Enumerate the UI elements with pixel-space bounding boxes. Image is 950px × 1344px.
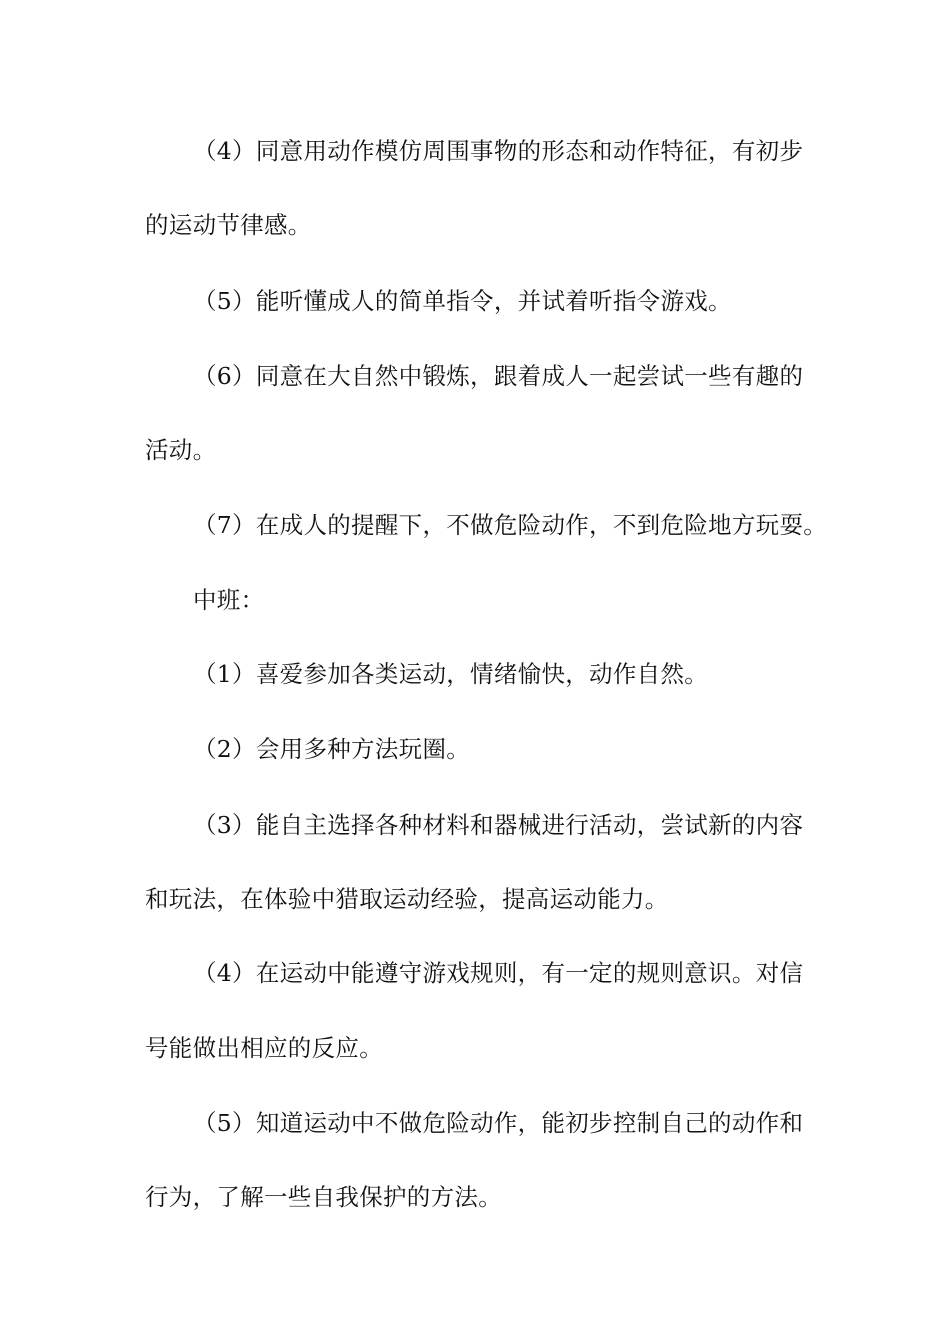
paragraph-line: （3）能自主选择各种材料和器械进行活动，尝试新的内容 [193, 811, 804, 839]
paragraph-line: 号能做出相应的反应。 [145, 1034, 383, 1062]
paragraph-line: （1）喜爱参加各类运动，情绪愉快，动作自然。 [193, 660, 709, 688]
paragraph-line: （4）同意用动作模仿周围事物的形态和动作特征，有初步 [193, 137, 804, 165]
section-heading: 中班： [193, 586, 265, 614]
paragraph-line: （5）能听懂成人的简单指令，并试着听指令游戏。 [193, 287, 732, 315]
paragraph-line: （4）在运动中能遵守游戏规则，有一定的规则意识。对信 [193, 959, 804, 987]
paragraph-line: 活动。 [145, 436, 217, 464]
paragraph-line: （2）会用多种方法玩圈。 [193, 735, 471, 763]
paragraph-line: （7）在成人的提醒下，不做危险动作，不到危险地方玩耍。 [193, 511, 828, 539]
paragraph-line: （5）知道运动中不做危险动作，能初步控制自己的动作和 [193, 1109, 804, 1137]
paragraph-line: 和玩法，在体验中猎取运动经验，提高运动能力。 [145, 885, 669, 913]
paragraph-line: 的运动节律感。 [145, 211, 312, 239]
paragraph-line: （6）同意在大自然中锻炼，跟着成人一起尝试一些有趣的 [193, 362, 804, 390]
paragraph-line: 行为，了解一些自我保护的方法。 [145, 1183, 502, 1211]
